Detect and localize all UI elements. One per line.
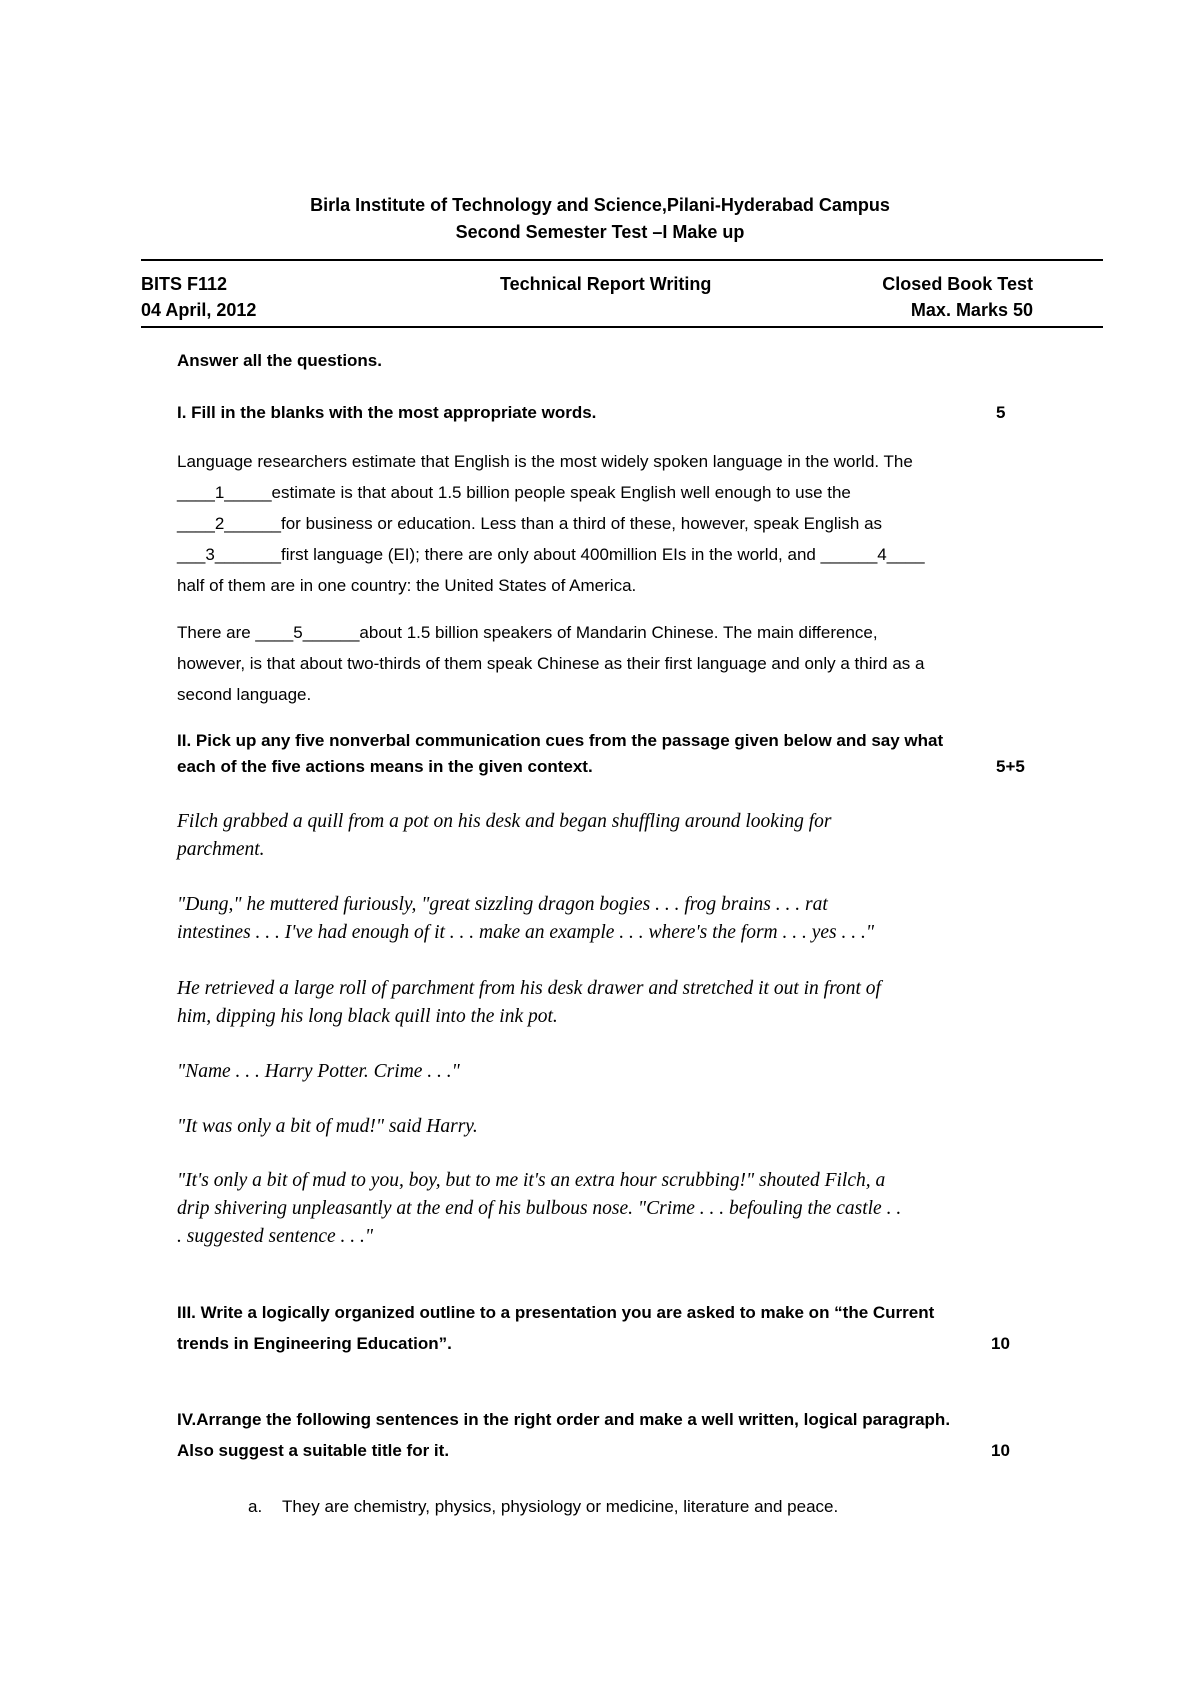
heading-line: II. Pick up any five nonverbal communication cues from the passage given below and say what [177,731,944,750]
heading-line: IV.Arrange the following sentences in the right order and make a well written, logical paragraph. [177,1410,951,1429]
institute-name: Birla Institute of Technology and Science,Pilani-Hyderabad Campus [310,195,890,215]
passage-para-5 [177,1113,1077,1141]
heading-line: Also suggest a suitable title for it. [177,1441,450,1460]
paragraph-line: ____2______for business or education. Less than a third of these, however, speak English as [177,514,883,533]
bottom-divider [141,326,1103,328]
instructions: Answer all the questions. [177,351,382,370]
paragraph-line: There are ____5______about 1.5 billion speakers of Mandarin Chinese. The main difference, [177,623,878,642]
q3-marks: 10 [991,1334,1010,1353]
paragraph-line: second language. [177,685,312,704]
passage-para-3 [177,975,1077,1031]
passage-line: parchment. [177,839,265,860]
test-type: Closed Book Test [882,274,1033,294]
list-item-marker: a. [248,1497,263,1516]
passage-para-1 [177,808,1077,864]
q2-marks: 5+5 [996,757,1025,776]
top-divider [141,259,1103,261]
passage-line: Filch grabbed a quill from a pot on his desk and began shuffling around looking for [177,811,832,832]
heading-line: each of the five actions means in the given context. [177,757,593,776]
passage-line: drip shivering unpleasantly at the end of his bulbous nose. "Crime . . . befouling the castle . . [177,1198,902,1219]
paragraph-line: ___3_______first language (EI); there are only about 400million EIs in the world, and ______4____ [177,545,925,564]
q1-marks: 5 [996,403,1006,422]
q1-paragraph-1 [177,446,1077,601]
passage-line: intestines . . . I've had enough of it . . . make an example . . . where's the form . . . yes . . ." [177,922,875,943]
passage-para-4 [177,1058,1077,1086]
passage-line: . suggested sentence . . ." [177,1226,374,1247]
paragraph-line: ____1_____estimate is that about 1.5 billion people speak English well enough to use the [177,483,851,502]
passage-line: "It was only a bit of mud!" said Harry. [177,1116,478,1137]
heading-line: trends in Engineering Education”. [177,1334,452,1353]
q2-heading [177,728,1077,780]
passage-line: He retrieved a large roll of parchment from his desk drawer and stretched it out in front of [177,978,881,999]
test-name: Second Semester Test –I Make up [455,222,745,242]
paragraph-line: Language researchers estimate that English is the most widely spoken language in the world. The [177,452,913,471]
q1-heading: I. Fill in the blanks with the most appropriate words. [177,403,597,422]
heading-line: III. Write a logically organized outline to a presentation you are asked to make on “the Current [177,1303,935,1322]
passage-para-2 [177,891,1077,947]
passage-para-6 [177,1167,1077,1251]
q1-paragraph-2 [177,617,1077,710]
q4-heading [177,1404,1077,1466]
list-item: They are chemistry, physics, physiology or medicine, literature and peace. [282,1497,839,1516]
paragraph-line: however, is that about two-thirds of them speak Chinese as their first language and only a third as a [177,654,925,673]
passage-line: him, dipping his long black quill into the ink pot. [177,1006,558,1027]
passage-line: "It's only a bit of mud to you, boy, but to me it's an extra hour scrubbing!" shouted Filch, a [177,1170,886,1191]
passage-line: "Dung," he muttered furiously, "great sizzling dragon bogies . . . frog brains . . . rat [177,894,828,915]
course-code: BITS F112 [141,274,228,294]
q3-heading [177,1297,1077,1359]
paragraph-line: half of them are in one country: the United States of America. [177,576,637,595]
course-title: Technical Report Writing [500,274,712,294]
q4-marks: 10 [991,1441,1010,1460]
max-marks: Max. Marks 50 [910,300,1033,320]
passage-line: "Name . . . Harry Potter. Crime . . ." [177,1061,460,1082]
exam-date: 04 April, 2012 [141,300,257,320]
